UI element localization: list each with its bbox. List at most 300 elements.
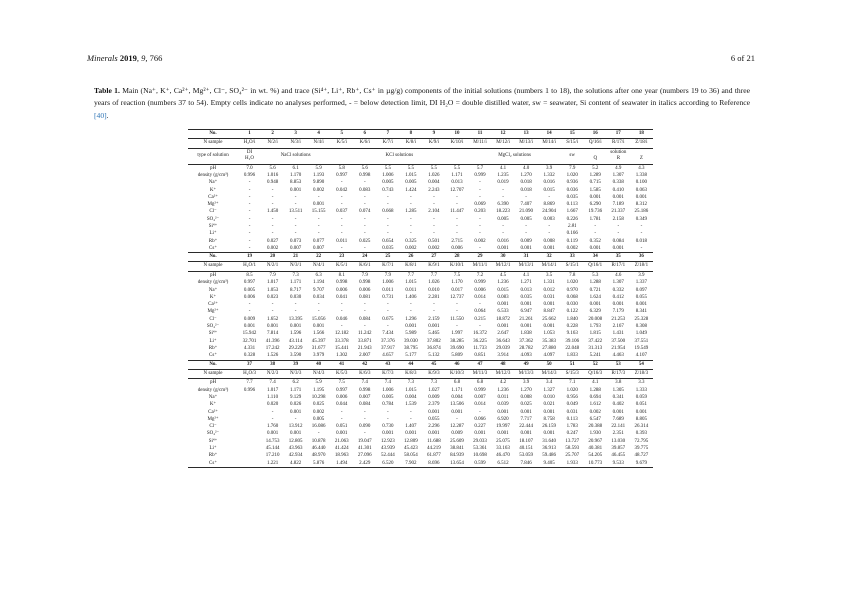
value-cell: 0.083 — [497, 294, 509, 300]
value-cell: 1.006 — [382, 387, 394, 393]
value-cell: - — [617, 223, 620, 229]
value-cell: 2.351 — [612, 431, 624, 437]
value-cell: 0.001 — [520, 302, 532, 308]
value-cell: 6.547 — [589, 416, 601, 422]
page-header — [87, 53, 755, 63]
value-cell: - — [340, 223, 343, 229]
value-cell: 33.378 — [334, 338, 349, 344]
value-cell: 0.031 — [543, 294, 555, 300]
value-cell: 29.033 — [473, 438, 487, 444]
data-row — [188, 230, 653, 237]
column-number-cell: 25 — [376, 253, 399, 262]
value-cell: - — [340, 216, 343, 222]
value-cell: 0.001 — [382, 431, 394, 437]
column-number-cell: 28 — [445, 253, 468, 262]
sample-name-cell: K/6/i — [353, 139, 376, 149]
value-cell: 5.465 — [428, 331, 440, 337]
value-cell: - — [433, 216, 435, 222]
value-cell: 1.026 — [428, 172, 440, 178]
value-cell: 7.846 — [515, 460, 538, 468]
row-label-cell: Ca²⁺ — [208, 194, 218, 200]
value-cell — [238, 394, 261, 401]
value-cell: - — [294, 223, 297, 229]
value-cell: - — [386, 309, 389, 315]
value-cell: 0.013 — [451, 180, 463, 186]
sample-name-cell: K/7/3 — [376, 369, 399, 379]
value-cell: 0.001 — [497, 245, 509, 251]
value-cell: 0.001 — [635, 194, 648, 200]
value-cell: 0.037 — [336, 209, 348, 215]
sample-name-cell: Q/16/3 — [584, 369, 607, 379]
value-cell: 6.947 — [520, 309, 532, 315]
row-label-cell: density (g/cm³) — [197, 280, 229, 286]
value-cell: 0.068 — [566, 294, 578, 300]
value-cell: 1.271 — [520, 280, 532, 286]
data-row — [188, 460, 653, 468]
value-cell: 0.970 — [566, 287, 578, 293]
value-cell: - — [456, 223, 458, 229]
value-cell: - — [386, 302, 389, 308]
value-cell: 19.736 — [588, 209, 603, 215]
value-cell: - — [340, 245, 343, 251]
value-cell: 52.444 — [380, 453, 395, 459]
sample-name-cell: H₂O/3 — [238, 369, 261, 379]
value-cell: - — [479, 216, 481, 222]
value-cell: 0.018 — [635, 238, 648, 244]
value-cell: 4.1 — [522, 272, 530, 278]
value-cell: 10.698 — [473, 453, 487, 459]
value-cell: - — [640, 223, 643, 229]
row-label-cell: Li⁺ — [209, 231, 217, 237]
value-cell: - — [456, 302, 458, 308]
value-cell: 0.412 — [612, 294, 624, 300]
value-cell: 1.307 — [612, 172, 624, 178]
value-cell: 0.001 — [290, 431, 302, 437]
value-cell: - — [271, 416, 274, 422]
value-cell: 0.041 — [336, 294, 348, 300]
row-label-cell: K⁺ — [209, 294, 217, 300]
sample-name-cell: N/4/i — [307, 139, 330, 149]
row-label-cell: density (g/cm³) — [197, 387, 229, 393]
value-cell: 0.005 — [405, 180, 417, 186]
value-cell: 0.001 — [635, 302, 648, 308]
value-cell: 0.001 — [290, 409, 302, 415]
value-cell: 4.093 — [520, 353, 532, 359]
value-cell: - — [433, 302, 435, 308]
value-cell: - — [410, 194, 412, 200]
value-cell: 8.805 — [635, 416, 648, 422]
value-cell: 1.020 — [566, 387, 578, 393]
value-cell: 19.997 — [496, 424, 510, 430]
value-cell: 29.229 — [288, 345, 303, 351]
value-cell: 0.119 — [566, 238, 578, 244]
value-cell: 0.064 — [474, 309, 486, 315]
row-label-cell: Na⁺ — [208, 180, 218, 186]
value-cell: 21.261 — [519, 316, 533, 322]
value-cell: 1.838 — [520, 331, 532, 337]
data-row — [188, 352, 653, 360]
value-cell: 3.979 — [313, 353, 325, 359]
value-cell: 0.010 — [428, 287, 440, 293]
sample-name-cell: M/13/i — [515, 139, 538, 149]
value-cell: 8.1 — [338, 272, 345, 278]
sample-name-cell: M/13/1 — [515, 262, 538, 272]
composition-table-body — [188, 130, 653, 468]
solution-type-qrz-cell — [584, 148, 653, 164]
row-label-cell: Mg²⁺ — [207, 309, 219, 315]
value-cell: 1.015 — [405, 172, 417, 178]
value-cell: 0.247 — [566, 431, 578, 437]
value-cell: 24.904 — [542, 209, 557, 215]
value-cell: 9.129 — [290, 394, 302, 400]
value-cell: 46.440 — [311, 446, 326, 451]
value-cell: 6.920 — [497, 416, 509, 422]
value-cell: - — [479, 245, 481, 251]
value-cell: 1.307 — [612, 280, 624, 286]
value-cell: - — [363, 223, 366, 229]
value-cell: 2.715 — [451, 238, 463, 244]
value-cell: 1.337 — [635, 280, 648, 286]
value-cell: 0.025 — [520, 402, 532, 408]
sample-name-row — [188, 262, 653, 272]
solution-type-di-water: DI H₂O — [245, 149, 255, 162]
sample-name-cell: S/15/1 — [561, 262, 584, 272]
column-number-cell: 40 — [307, 360, 330, 369]
sample-name-cell: R/17/i — [607, 139, 630, 149]
value-cell: - — [294, 216, 297, 222]
value-cell: 2.647 — [497, 331, 509, 337]
value-cell: 48.727 — [634, 453, 649, 459]
column-number-cell: 5 — [330, 130, 353, 139]
value-cell: 0.002 — [266, 245, 279, 251]
value-cell: - — [433, 309, 435, 315]
value-cell: 12.737 — [450, 294, 464, 300]
value-cell: 0.014 — [474, 294, 486, 300]
value-cell: 0.308 — [635, 324, 648, 330]
value-cell: 0.083 — [359, 187, 371, 193]
sample-name-cell: R/17/3 — [607, 369, 630, 379]
value-cell: 0.026 — [290, 402, 302, 408]
value-cell: - — [456, 194, 458, 200]
sample-name-cell: K/6/3 — [353, 369, 376, 379]
value-cell: 5.5 — [453, 165, 461, 171]
value-cell: - — [456, 216, 458, 222]
value-cell: 0.001 — [543, 409, 555, 415]
value-cell: 0.009 — [451, 431, 463, 437]
sample-name-cell: H₂O/i — [238, 139, 261, 149]
value-cell — [238, 430, 261, 437]
value-cell: - — [363, 309, 366, 315]
value-cell: 0.035 — [566, 194, 578, 200]
sample-name-cell: N/3/i — [284, 139, 307, 149]
value-cell: 0.006 — [474, 287, 486, 293]
value-cell: 2.81 — [567, 223, 577, 229]
value-cell: 1.285 — [405, 209, 417, 215]
value-cell: 1.049 — [635, 331, 648, 337]
value-cell: 0.014 — [474, 402, 486, 408]
value-cell: 6.329 — [589, 309, 601, 315]
column-number-cell: 1 — [238, 130, 261, 139]
value-cell: 27.096 — [357, 453, 372, 459]
value-cell: 1.171 — [451, 172, 463, 178]
value-cell: - — [317, 216, 320, 222]
value-cell: 1.327 — [543, 387, 555, 393]
data-row — [188, 238, 653, 245]
data-row — [188, 416, 653, 423]
value-cell: 20.388 — [588, 424, 603, 430]
value-cell: 37.551 — [634, 338, 649, 344]
value-cell: 0.049 — [566, 402, 578, 408]
reference-link[interactable]: [40] — [94, 110, 107, 120]
sample-name-cell: K/9/i — [422, 139, 445, 149]
data-row — [188, 394, 653, 401]
value-cell: - — [525, 231, 527, 237]
value-cell: 1.305 — [612, 387, 624, 393]
solution-type-group-cell: NaCl solutions — [261, 148, 330, 164]
value-cell: 4.1 — [592, 380, 599, 386]
value-cell: 0.031 — [566, 409, 578, 415]
value-cell: 0.999 — [474, 280, 486, 286]
value-cell: 0.001 — [313, 202, 325, 208]
row-label-cell: Cs⁺ — [209, 245, 217, 251]
value-cell: - — [248, 245, 251, 251]
value-cell: 39.030 — [403, 338, 418, 344]
value-cell: - — [271, 194, 274, 200]
column-number-cell: 35 — [607, 253, 630, 262]
value-cell: 0.001 — [612, 409, 624, 415]
value-cell: 8.696 — [422, 460, 445, 468]
value-cell: 45.423 — [403, 446, 418, 451]
value-cell: 0.349 — [635, 216, 648, 222]
value-cell: - — [363, 431, 366, 437]
value-cell: 38.841 — [450, 446, 464, 451]
value-cell: 4.0 — [522, 165, 530, 171]
column-number-row — [188, 360, 653, 369]
sample-name-cell: Z/18/3 — [630, 369, 653, 379]
value-cell: 0.341 — [612, 394, 624, 400]
value-cell: 21.954 — [611, 345, 626, 351]
value-cell: 0.059 — [635, 394, 648, 400]
column-number-cell: 3 — [284, 130, 307, 139]
column-number-cell: 54 — [630, 360, 653, 369]
value-cell: 15.441 — [334, 345, 349, 351]
value-cell: 8.853 — [290, 180, 302, 186]
value-cell: 0.001 — [405, 431, 417, 437]
value-cell — [238, 409, 261, 416]
value-cell: 0.410 — [612, 187, 624, 193]
data-row — [188, 279, 653, 286]
value-cell: 1.235 — [497, 172, 509, 178]
value-cell: 0.055 — [635, 294, 648, 300]
value-cell: 1.270 — [520, 172, 532, 178]
value-cell: 1.193 — [313, 172, 325, 178]
value-cell: 12.805 — [288, 438, 303, 444]
value-cell: 0.001 — [589, 194, 601, 200]
value-cell: 8.869 — [543, 202, 555, 208]
no-header-cell: No. — [188, 360, 238, 369]
sample-name-cell: H₂O/1 — [238, 262, 261, 272]
value-cell: 7.814 — [266, 331, 279, 337]
value-cell: 0.019 — [497, 180, 509, 186]
value-cell: - — [410, 309, 412, 315]
value-cell: 1.015 — [405, 280, 417, 286]
value-cell: 6.8 — [476, 380, 484, 386]
sample-name-cell: K/7/1 — [376, 262, 399, 272]
value-cell: 0.016 — [543, 180, 555, 186]
value-cell: 53.361 — [473, 446, 487, 451]
value-cell: 0.113 — [566, 416, 578, 422]
value-cell: 0.036 — [566, 187, 578, 193]
value-cell: 0.001 — [266, 431, 279, 437]
value-cell: 21.337 — [611, 209, 626, 215]
value-cell: 0.122 — [566, 309, 578, 315]
sample-name-cell: M/11/3 — [468, 369, 491, 379]
value-cell: - — [386, 324, 389, 330]
row-label-cell: Rb⁺ — [208, 345, 218, 351]
sample-name-cell: S/15/i — [561, 139, 584, 149]
column-number-cell: 24 — [353, 253, 376, 262]
value-cell: 0.011 — [405, 287, 417, 293]
value-cell: - — [248, 231, 251, 237]
value-cell: 11.550 — [450, 316, 464, 322]
value-cell: 43.939 — [380, 446, 395, 451]
data-row — [188, 179, 653, 186]
value-cell: 0.001 — [497, 324, 509, 330]
data-row — [188, 379, 653, 387]
caption-label: Table 1. — [94, 86, 120, 95]
value-cell: 0.001 — [635, 409, 648, 415]
value-cell: - — [386, 202, 389, 208]
value-cell: 0.731 — [382, 294, 394, 300]
sample-name-cell: M/14/3 — [538, 369, 561, 379]
data-row — [188, 287, 653, 294]
value-cell: - — [410, 202, 412, 208]
value-cell: - — [525, 194, 527, 200]
row-label-cell: K⁺ — [209, 402, 217, 408]
value-cell: 61.877 — [427, 453, 441, 459]
value-cell: 0.100 — [635, 180, 648, 186]
sample-name-cell: M/14/i — [538, 139, 561, 149]
value-cell: - — [386, 194, 389, 200]
value-cell: - — [317, 302, 320, 308]
column-number-cell: 33 — [561, 253, 584, 262]
value-cell: 39.857 — [611, 446, 626, 451]
column-number-cell: 32 — [538, 253, 561, 262]
value-cell — [238, 460, 261, 468]
value-cell: 25.707 — [565, 453, 580, 459]
value-cell: - — [479, 187, 481, 193]
data-row — [188, 172, 653, 179]
column-number-cell: 41 — [330, 360, 353, 369]
value-cell: 0.001 — [451, 409, 463, 415]
value-cell: 0.097 — [635, 287, 648, 293]
row-label-cell: Rb⁺ — [208, 238, 218, 244]
data-row — [188, 338, 653, 345]
solution-sub-label: Z — [639, 156, 643, 162]
column-number-cell: 14 — [538, 130, 561, 139]
value-cell: 0.002 — [405, 245, 417, 251]
value-cell: - — [410, 409, 412, 415]
value-cell: 1.840 — [566, 316, 578, 322]
value-cell: 0.005 — [497, 216, 509, 222]
value-cell: 0.599 — [468, 460, 491, 468]
value-cell: - — [410, 416, 412, 422]
data-row — [188, 201, 653, 208]
column-number-cell: 17 — [607, 130, 630, 139]
value-cell: 0.227 — [474, 424, 486, 430]
value-cell: 9.890 — [313, 180, 325, 186]
value-cell: 9.405 — [538, 460, 561, 468]
sample-name-cell: Q/16/i — [584, 139, 607, 149]
value-cell: 1.815 — [589, 331, 601, 337]
value-cell: 4.2 — [499, 380, 507, 386]
value-cell: 72.795 — [634, 438, 649, 444]
data-row — [188, 401, 653, 408]
value-cell: - — [248, 194, 251, 200]
value-cell: 0.009 — [520, 238, 532, 244]
value-cell: 21.063 — [334, 438, 349, 444]
column-number-cell: 26 — [399, 253, 422, 262]
value-cell: 1.195 — [313, 387, 325, 393]
value-cell: 6.390 — [497, 202, 509, 208]
caption-period: . — [106, 110, 109, 120]
value-cell: 18.872 — [496, 316, 510, 322]
row-label-cell: Na⁺ — [208, 287, 218, 293]
value-cell: 1.331 — [543, 280, 555, 286]
sample-header-cell: N sample — [188, 139, 238, 149]
value-cell: 0.166 — [566, 231, 578, 237]
sample-name-cell: M/12/i — [492, 139, 515, 149]
value-cell: 0.005 — [520, 216, 532, 222]
value-cell: 29.039 — [496, 345, 510, 351]
value-cell: - — [248, 238, 251, 244]
value-cell: 1.288 — [589, 387, 601, 393]
value-cell: - — [271, 187, 274, 193]
value-cell: 41.301 — [357, 446, 372, 451]
value-cell: 2.243 — [428, 187, 440, 193]
value-cell: - — [317, 309, 320, 315]
column-number-cell: 15 — [561, 130, 584, 139]
column-number-cell: 9 — [422, 130, 445, 139]
value-cell: 0.025 — [359, 238, 371, 244]
data-row — [188, 301, 653, 308]
value-cell: 4.331 — [243, 345, 256, 351]
value-cell: - — [340, 231, 343, 237]
value-cell: 0.694 — [589, 394, 601, 400]
value-cell: 11.447 — [450, 209, 464, 215]
value-cell: 0.084 — [359, 316, 371, 322]
value-cell: - — [340, 324, 343, 330]
value-cell: - — [294, 302, 297, 308]
value-cell: 1.338 — [635, 172, 648, 178]
value-cell: 28.782 — [519, 345, 533, 351]
value-cell: 54.205 — [588, 453, 603, 459]
value-cell: 35.383 — [542, 338, 557, 344]
value-cell: - — [363, 194, 366, 200]
sample-name-cell: K/8/1 — [399, 262, 422, 272]
value-cell: 6.3 — [315, 272, 322, 278]
value-cell: - — [386, 216, 389, 222]
value-cell: 9.163 — [566, 331, 578, 337]
solution-type-qrz — [584, 150, 653, 163]
value-cell: 0.063 — [635, 187, 648, 193]
column-number-cell: 39 — [284, 360, 307, 369]
value-cell: 37.802 — [427, 338, 441, 344]
value-cell: 37.500 — [611, 338, 626, 344]
value-cell: 4.107 — [635, 353, 648, 359]
value-cell: 0.936 — [566, 180, 578, 186]
value-cell: - — [294, 309, 297, 315]
